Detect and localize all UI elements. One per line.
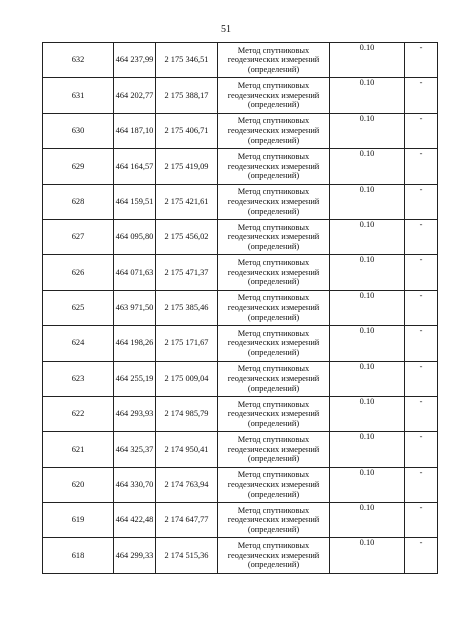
point-number-cell: 623 xyxy=(43,361,114,396)
coordinates-table-body xyxy=(43,43,438,574)
table-row xyxy=(43,184,438,219)
accuracy-cell: 0.10 xyxy=(330,396,405,431)
y-coordinate-cell: 2 175 171,67 xyxy=(156,326,218,361)
table-row xyxy=(43,538,438,573)
point-number-cell: 628 xyxy=(43,184,114,219)
accuracy-cell: 0.10 xyxy=(330,113,405,148)
note-cell: - xyxy=(405,538,438,573)
accuracy-cell: 0.10 xyxy=(330,503,405,538)
y-coordinate-cell: 2 175 009,04 xyxy=(156,361,218,396)
note-cell: - xyxy=(405,255,438,290)
accuracy-cell: 0.10 xyxy=(330,538,405,573)
accuracy-cell: 0.10 xyxy=(330,219,405,254)
note-cell: - xyxy=(405,467,438,502)
note-cell: - xyxy=(405,396,438,431)
accuracy-cell: 0.10 xyxy=(330,467,405,502)
y-coordinate-cell: 2 174 647,77 xyxy=(156,503,218,538)
y-coordinate-cell: 2 175 419,09 xyxy=(156,149,218,184)
coordinates-table xyxy=(42,42,438,574)
point-number-cell: 625 xyxy=(43,290,114,325)
point-number-cell: 618 xyxy=(43,538,114,573)
x-coordinate-cell: 464 330,70 xyxy=(114,467,156,502)
method-cell: Метод спутниковых геодезических измерений (определений) xyxy=(218,432,330,467)
y-coordinate-cell: 2 174 950,41 xyxy=(156,432,218,467)
note-cell: - xyxy=(405,290,438,325)
y-coordinate-cell: 2 174 985,79 xyxy=(156,396,218,431)
table-row xyxy=(43,361,438,396)
x-coordinate-cell: 463 971,50 xyxy=(114,290,156,325)
point-number-cell: 624 xyxy=(43,326,114,361)
note-cell: - xyxy=(405,432,438,467)
table-row xyxy=(43,503,438,538)
y-coordinate-cell: 2 174 515,36 xyxy=(156,538,218,573)
x-coordinate-cell: 464 095,80 xyxy=(114,219,156,254)
table-row xyxy=(43,432,438,467)
table-row xyxy=(43,396,438,431)
method-cell: Метод спутниковых геодезических измерений (определений) xyxy=(218,149,330,184)
y-coordinate-cell: 2 175 406,71 xyxy=(156,113,218,148)
x-coordinate-cell: 464 071,63 xyxy=(114,255,156,290)
point-number-cell: 621 xyxy=(43,432,114,467)
method-cell: Метод спутниковых геодезических измерений (определений) xyxy=(218,538,330,573)
accuracy-cell: 0.10 xyxy=(330,43,405,78)
accuracy-cell: 0.10 xyxy=(330,78,405,113)
table-row xyxy=(43,290,438,325)
x-coordinate-cell: 464 159,51 xyxy=(114,184,156,219)
table-row xyxy=(43,255,438,290)
point-number-cell: 619 xyxy=(43,503,114,538)
y-coordinate-cell: 2 175 456,02 xyxy=(156,219,218,254)
method-cell: Метод спутниковых геодезических измерений (определений) xyxy=(218,78,330,113)
x-coordinate-cell: 464 202,77 xyxy=(114,78,156,113)
note-cell: - xyxy=(405,113,438,148)
accuracy-cell: 0.10 xyxy=(330,290,405,325)
method-cell: Метод спутниковых геодезических измерений (определений) xyxy=(218,219,330,254)
y-coordinate-cell: 2 175 346,51 xyxy=(156,43,218,78)
x-coordinate-cell: 464 198,26 xyxy=(114,326,156,361)
method-cell: Метод спутниковых геодезических измерений (определений) xyxy=(218,467,330,502)
point-number-cell: 632 xyxy=(43,43,114,78)
note-cell: - xyxy=(405,326,438,361)
method-cell: Метод спутниковых геодезических измерений (определений) xyxy=(218,326,330,361)
note-cell: - xyxy=(405,149,438,184)
method-cell: Метод спутниковых геодезических измерений (определений) xyxy=(218,113,330,148)
x-coordinate-cell: 464 422,48 xyxy=(114,503,156,538)
accuracy-cell: 0.10 xyxy=(330,432,405,467)
x-coordinate-cell: 464 299,33 xyxy=(114,538,156,573)
table-row xyxy=(43,467,438,502)
method-cell: Метод спутниковых геодезических измерений (определений) xyxy=(218,255,330,290)
x-coordinate-cell: 464 293,93 xyxy=(114,396,156,431)
point-number-cell: 630 xyxy=(43,113,114,148)
accuracy-cell: 0.10 xyxy=(330,149,405,184)
x-coordinate-cell: 464 164,57 xyxy=(114,149,156,184)
note-cell: - xyxy=(405,219,438,254)
y-coordinate-cell: 2 175 388,17 xyxy=(156,78,218,113)
note-cell: - xyxy=(405,43,438,78)
accuracy-cell: 0.10 xyxy=(330,361,405,396)
table-row xyxy=(43,43,438,78)
point-number-cell: 629 xyxy=(43,149,114,184)
x-coordinate-cell: 464 237,99 xyxy=(114,43,156,78)
accuracy-cell: 0.10 xyxy=(330,184,405,219)
note-cell: - xyxy=(405,78,438,113)
method-cell: Метод спутниковых геодезических измерений (определений) xyxy=(218,361,330,396)
y-coordinate-cell: 2 175 471,37 xyxy=(156,255,218,290)
y-coordinate-cell: 2 174 763,94 xyxy=(156,467,218,502)
accuracy-cell: 0.10 xyxy=(330,326,405,361)
point-number-cell: 620 xyxy=(43,467,114,502)
table-row xyxy=(43,219,438,254)
method-cell: Метод спутниковых геодезических измерений (определений) xyxy=(218,184,330,219)
note-cell: - xyxy=(405,361,438,396)
method-cell: Метод спутниковых геодезических измерений (определений) xyxy=(218,43,330,78)
note-cell: - xyxy=(405,503,438,538)
y-coordinate-cell: 2 175 385,46 xyxy=(156,290,218,325)
x-coordinate-cell: 464 187,10 xyxy=(114,113,156,148)
point-number-cell: 631 xyxy=(43,78,114,113)
point-number-cell: 627 xyxy=(43,219,114,254)
method-cell: Метод спутниковых геодезических измерений (определений) xyxy=(218,503,330,538)
point-number-cell: 622 xyxy=(43,396,114,431)
x-coordinate-cell: 464 255,19 xyxy=(114,361,156,396)
note-cell: - xyxy=(405,184,438,219)
table-row xyxy=(43,78,438,113)
method-cell: Метод спутниковых геодезических измерений (определений) xyxy=(218,290,330,325)
y-coordinate-cell: 2 175 421,61 xyxy=(156,184,218,219)
method-cell: Метод спутниковых геодезических измерений (определений) xyxy=(218,396,330,431)
table-row xyxy=(43,113,438,148)
table-row xyxy=(43,149,438,184)
accuracy-cell: 0.10 xyxy=(330,255,405,290)
point-number-cell: 626 xyxy=(43,255,114,290)
x-coordinate-cell: 464 325,37 xyxy=(114,432,156,467)
page-number: 51 xyxy=(221,24,231,35)
table-row xyxy=(43,326,438,361)
